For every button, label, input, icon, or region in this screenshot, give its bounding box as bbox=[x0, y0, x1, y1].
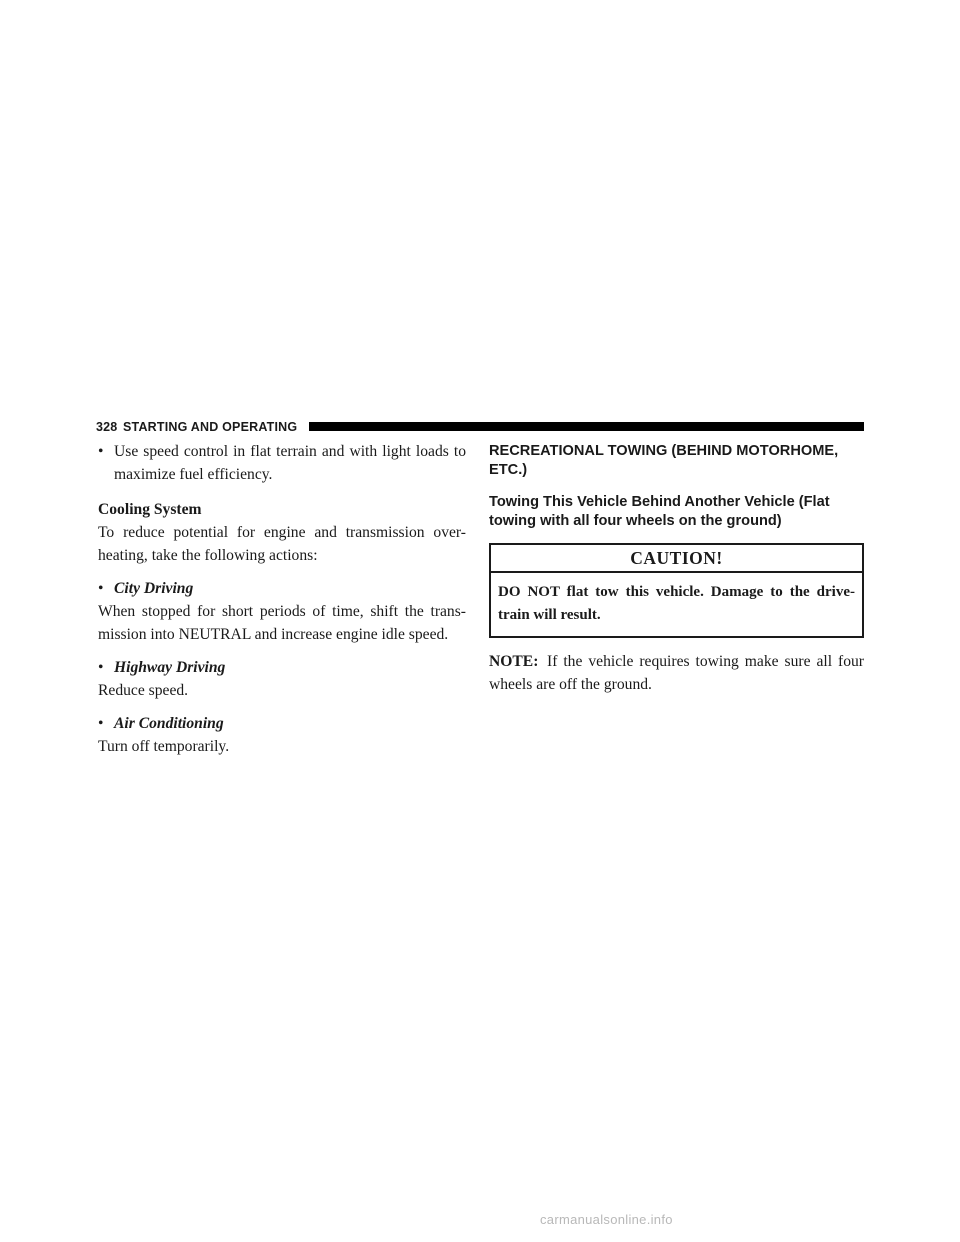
flat-towing-subheading: Towing This Vehicle Behind Another Vehicle (Flat towing with all four wheels on the ground) bbox=[489, 494, 830, 529]
bullet-text: Use speed control in flat terrain and with light loads to maximize fuel efficiency. bbox=[114, 443, 466, 483]
caution-text: DO NOT flat tow this vehicle. Damage to the drive-train will result. bbox=[498, 584, 855, 623]
note-text: If the vehicle requires towing make sure all four wheels are off the ground. bbox=[489, 653, 864, 693]
city-driving-heading: City Driving bbox=[114, 580, 194, 597]
recreational-towing-heading: RECREATIONAL TOWING (BEHIND MOTORHOME, ETC.) bbox=[489, 443, 839, 478]
cooling-system-intro: To reduce potential for engine and transmission over-heating, take the following actions: bbox=[98, 524, 466, 564]
note-paragraph bbox=[489, 650, 864, 696]
air-conditioning-text: Turn off temporarily. bbox=[98, 738, 230, 755]
section-title: STARTING AND OPERATING bbox=[123, 420, 298, 434]
left-column bbox=[98, 440, 466, 758]
page-number: 328 bbox=[96, 420, 118, 434]
footer-watermark: carmanualsonline.info bbox=[540, 1212, 673, 1227]
page-header bbox=[96, 421, 864, 433]
right-column bbox=[489, 442, 864, 696]
header-rule bbox=[309, 422, 864, 431]
air-conditioning-heading: Air Conditioning bbox=[114, 715, 224, 732]
highway-driving-text: Reduce speed. bbox=[98, 682, 189, 699]
bullet-air-conditioning bbox=[98, 712, 466, 735]
bullet-icon: • bbox=[98, 659, 104, 676]
bullet-icon: • bbox=[98, 443, 104, 460]
note-label: NOTE: bbox=[489, 653, 539, 670]
bullet-icon: • bbox=[98, 715, 104, 732]
caution-box bbox=[489, 543, 864, 638]
bullet-icon: • bbox=[98, 580, 104, 597]
bullet-item bbox=[98, 440, 466, 486]
highway-driving-heading: Highway Driving bbox=[114, 659, 226, 676]
cooling-system-heading: Cooling System bbox=[98, 501, 202, 518]
city-driving-text: When stopped for short periods of time, shift the trans-mission into NEUTRAL and increase engine idle speed. bbox=[98, 603, 466, 643]
bullet-highway-driving bbox=[98, 656, 466, 679]
caution-title: CAUTION! bbox=[491, 545, 862, 573]
bullet-city-driving bbox=[98, 577, 466, 600]
